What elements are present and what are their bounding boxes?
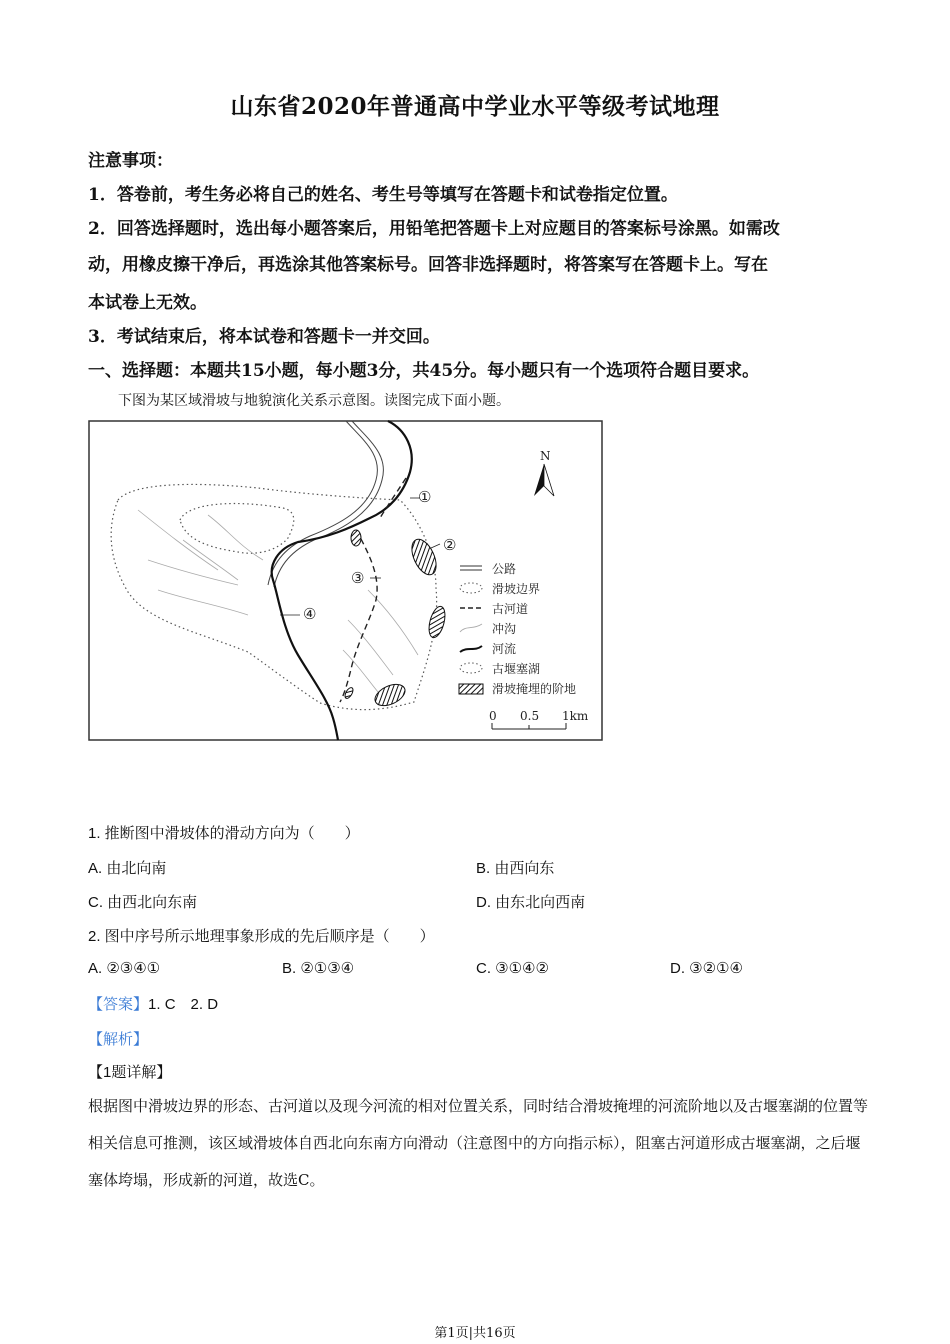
- legend-ancient-river: 古河道: [492, 602, 529, 616]
- detail-text: 根据图中滑坡边界的形态、古河道以及现今河流的相对位置关系，同时结合滑坡掩埋的河流阶地以及古堰塞湖的位置等相关信息可推测，该区域滑坡体自西北向东南方向滑动（注意图中的方向指示标），阻塞古河道形成古堰塞湖，之后堰塞体垮塌，形成新的河道，故选C。: [88, 1097, 869, 1189]
- note-line-3: 3．考试结束后，将本试卷和答题卡一并交回。: [88, 327, 440, 347]
- analysis-label: 【解析】: [88, 1031, 149, 1048]
- legend-boundary: 滑坡边界: [492, 582, 541, 596]
- answer-value: 1. C 2. D: [148, 996, 219, 1013]
- scale-05: 0.5: [520, 709, 540, 723]
- note-line-2c: 本试卷上无效。: [88, 293, 207, 313]
- note-line-2b: 动，用橡皮擦干净后，再选涂其他答案标号。回答非选择题时，将答案写在答题卡上。写在: [88, 255, 768, 275]
- q2-option-a[interactable]: A. ②③④①: [88, 960, 161, 977]
- marker-4: ④: [303, 605, 317, 623]
- q1-option-c[interactable]: C. 由西北向东南: [88, 894, 198, 911]
- answer-line: [88, 993, 218, 1014]
- marker-1: ①: [418, 488, 432, 506]
- note-line-1: 1．答卷前，考生务必将自己的姓名、考生号等填写在答题卡和试卷指定位置。: [88, 185, 678, 205]
- page-title: 山东省2020年普通高中学业水平等级考试地理: [230, 93, 720, 120]
- q2-option-d[interactable]: D. ③②①④: [670, 960, 743, 977]
- q1-option-b[interactable]: B. 由西向东: [476, 860, 555, 877]
- q1-option-a[interactable]: A. 由北向南: [88, 860, 167, 877]
- notes-heading: 注意事项：: [88, 151, 173, 171]
- q2-option-b[interactable]: B. ②①③④: [282, 960, 355, 977]
- scale-1km: 1km: [562, 709, 589, 723]
- marker-2: ②: [443, 536, 457, 554]
- legend-gully: 冲沟: [492, 622, 517, 636]
- question-2-stem: 2. 图中序号所示地理事象形成的先后顺序是（ ）: [88, 928, 435, 945]
- north-label: N: [540, 449, 551, 463]
- legend-river: 河流: [492, 642, 517, 656]
- section-heading: 一、选择题：本题共15小题，每小题3分，共45分。每小题只有一个选项符合题目要求。: [88, 361, 760, 381]
- scale-0: 0: [489, 709, 497, 723]
- legend-terrace: 滑坡掩埋的阶地: [492, 682, 577, 696]
- figure-intro: 下图为某区域滑坡与地貌演化关系示意图。读图完成下面小题。: [118, 393, 510, 409]
- landslide-map: [88, 420, 604, 742]
- page-footer: 第1页|共16页: [434, 1326, 516, 1341]
- legend-lake: 古堰塞湖: [492, 662, 541, 676]
- legend-road: 公路: [492, 562, 517, 576]
- q2-option-c[interactable]: C. ③①④②: [476, 960, 549, 977]
- answer-label: 【答案】: [88, 996, 149, 1013]
- question-1-stem: 1. 推断图中滑坡体的滑动方向为（ ）: [88, 825, 360, 842]
- marker-3: ③: [351, 569, 365, 587]
- q1-option-d[interactable]: D. 由东北向西南: [476, 894, 586, 911]
- detail-label: 【1题详解】: [88, 1064, 172, 1081]
- note-line-2a: 2．回答选择题时，选出每小题答案后，用铅笔把答题卡上对应题目的答案标号涂黑。如需改: [88, 219, 780, 239]
